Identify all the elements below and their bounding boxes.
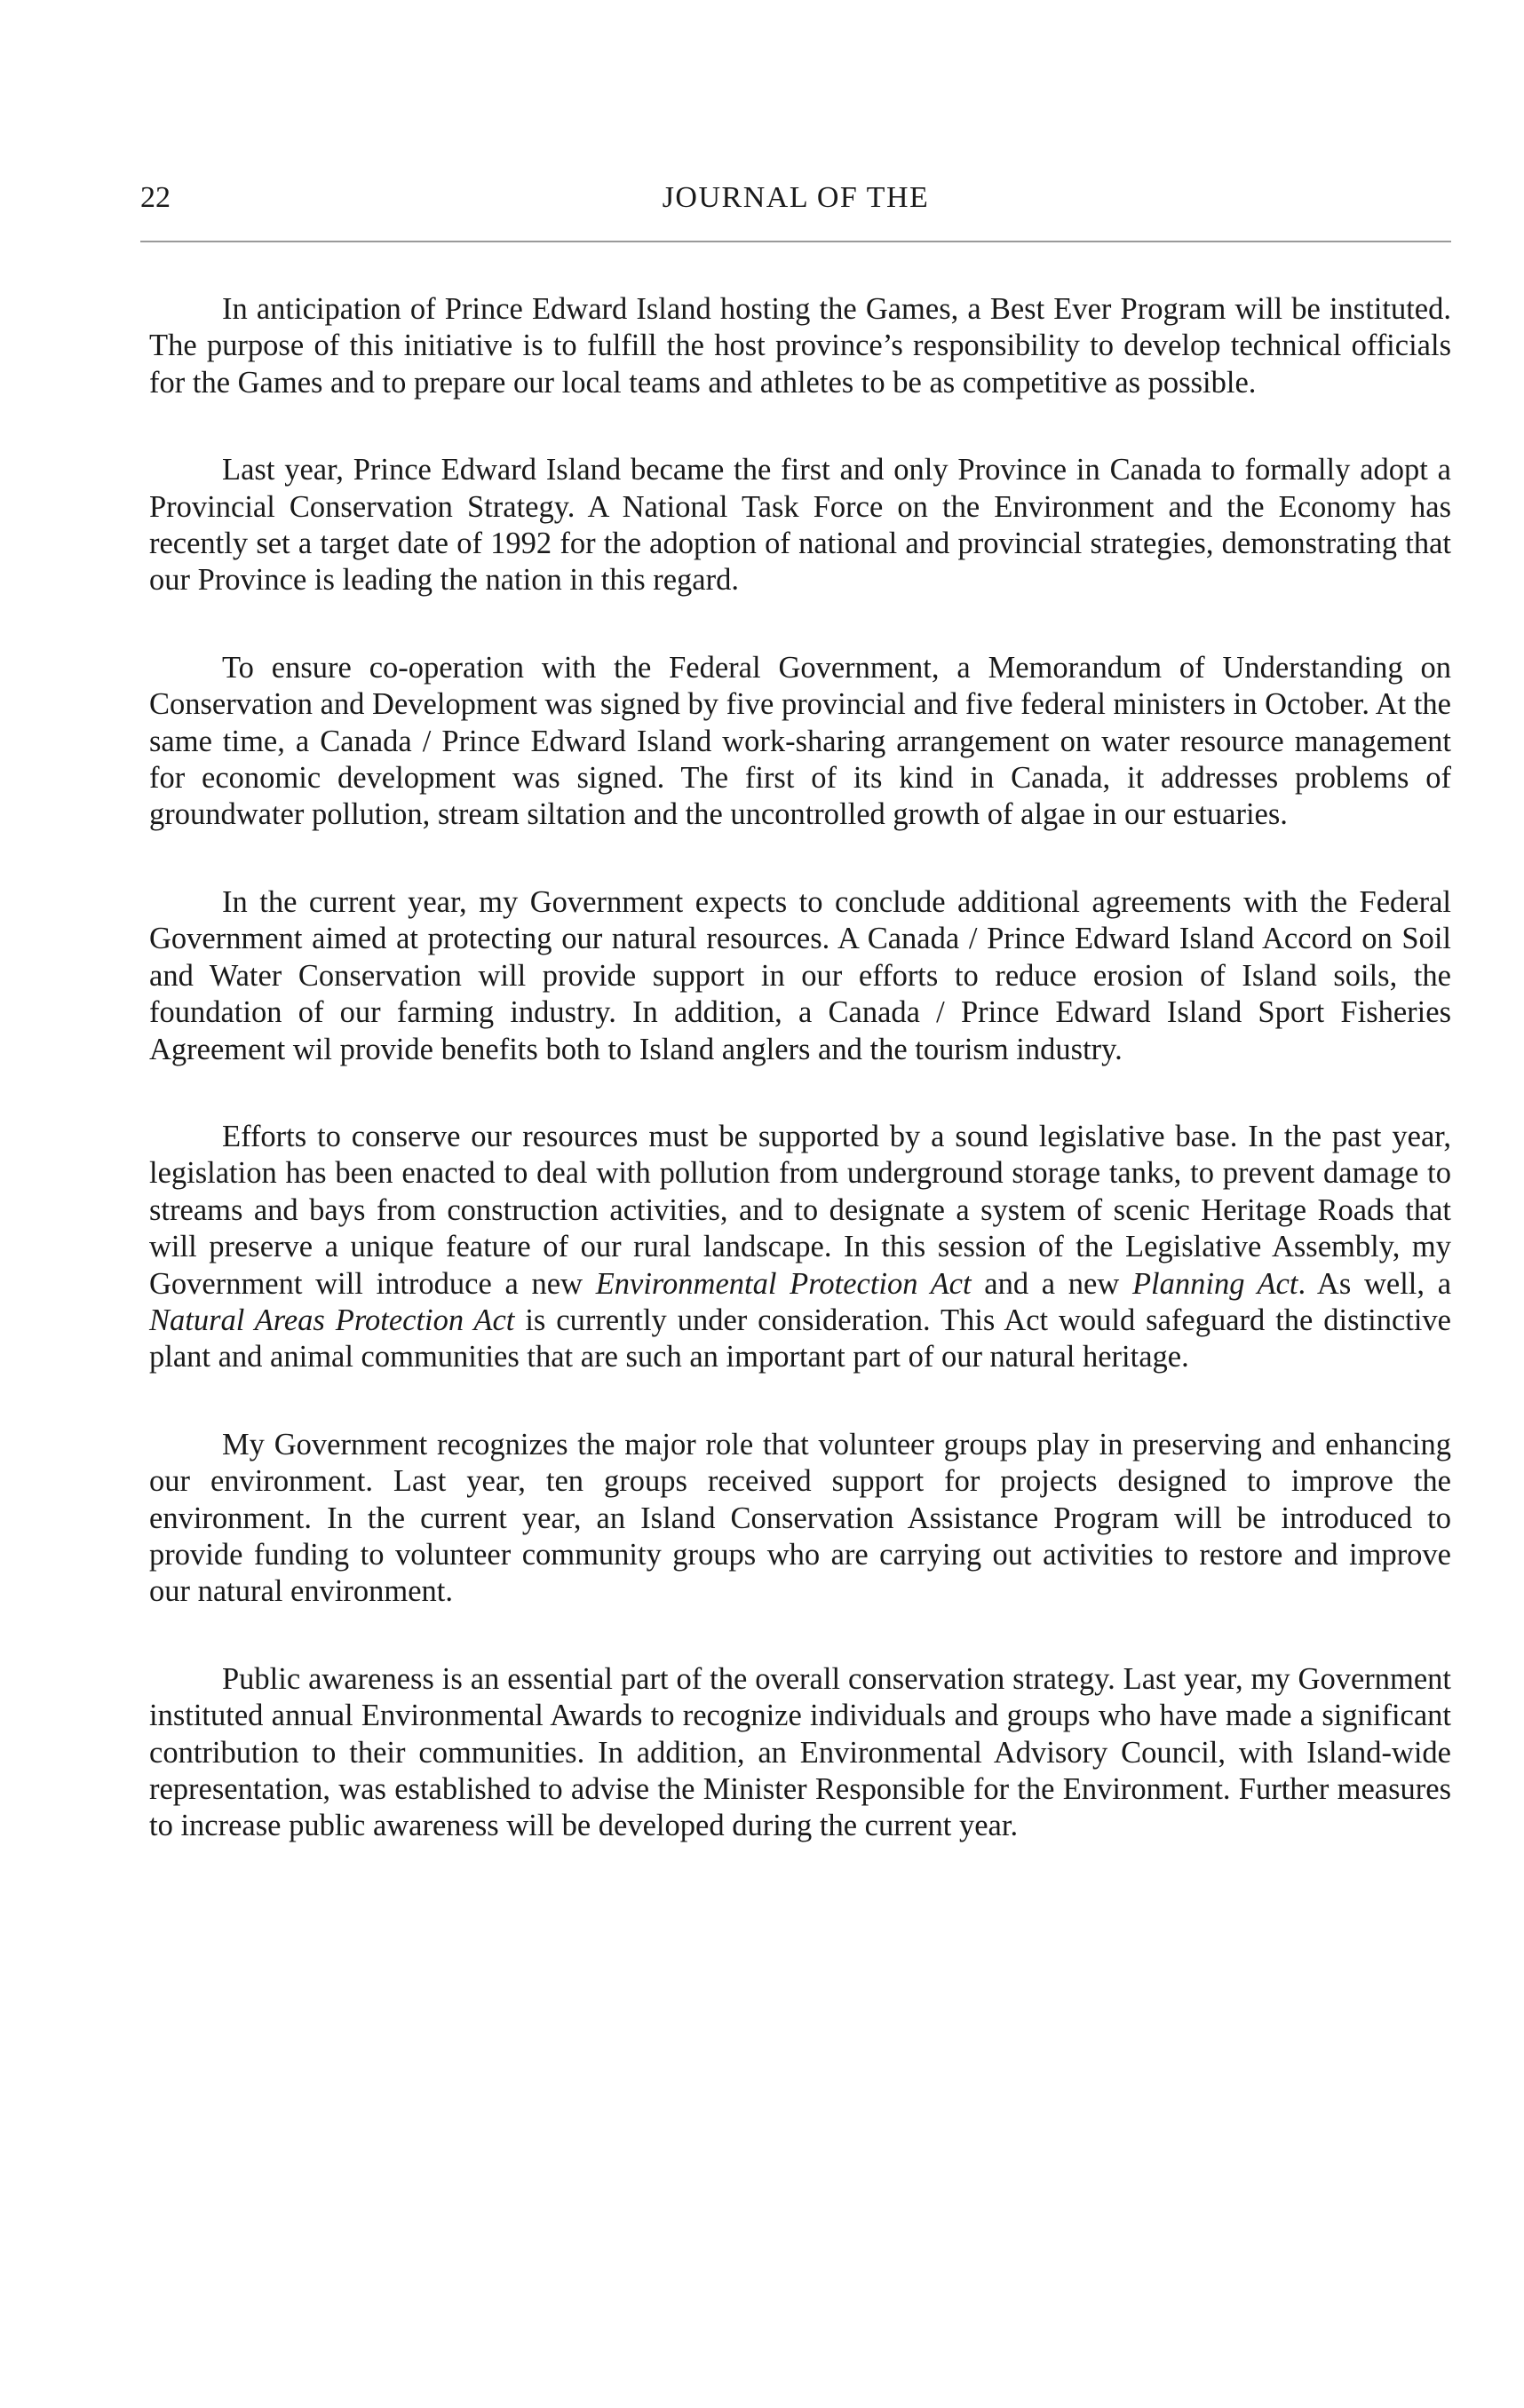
- paragraph-memorandum: To ensure co-operation with the Federal Government, a Memorandum of Understanding on Conservation and Development was signed by five provincial and five federal ministers in October. At the same time, a Canada / Prince Edward Island work-sharing arrangement on water resource management for economic development was signed. The first of its kind in Canada, it addresses problems of groundwater pollution, stream siltation and the uncontrolled growth of algae in our estuaries.: [149, 650, 1451, 832]
- legislation-text-4: is currently under consideration. This Act would safeguard the distinctive plant and animal communities that are such an important part of our natural heritage.: [149, 1303, 1451, 1374]
- legislation-text-1: Efforts to conserve our resources must be supported by a sound legislative base. In the past year, legislation has been enacted to deal with pollution from underground storage tanks, to prevent damage to streams and bays from construction activities, and to designate a system of scenic Heritage Roads that will preserve a unique feature of our rural landscape. In this session of the Legislative Assembly, my Government will introduce a new: [149, 1119, 1451, 1301]
- legislation-text-2: and a new: [971, 1266, 1132, 1301]
- act-title-natural-areas: Natural Areas Protection Act: [149, 1303, 515, 1337]
- body-text: [149, 291, 1451, 1896]
- paragraph-games-program: In anticipation of Prince Edward Island hosting the Games, a Best Ever Program will be instituted. The purpose of this initiative is to fulfill the host province’s responsibility to develop technical officials for the Games and to prepare our local teams and athletes to be as competitive as possible.: [149, 292, 1451, 400]
- paragraph-conservation-strategy: Last year, Prince Edward Island became the first and only Province in Canada to formally adopt a Provincial Conservation Strategy. A National Task Force on the Environment and the Economy has recently set a target date of 1992 for the adoption of national and provincial strategies, demonstrating that our Province is leading the nation in this regard.: [149, 453, 1451, 598]
- paragraph-public-awareness: Public awareness is an essential part of the overall conservation strategy. Last year, my Government instituted annual Environmental Awards to recognize individuals and groups who have made a significant contribution to their communities. In addition, an Environmental Advisory Council, with Island-wide representation, was established to advise the Minister Responsible for the Environment. Further measures to increase public awareness will be developed during the current year.: [149, 1661, 1451, 1843]
- header-divider: [140, 241, 1451, 242]
- paragraph-agreements: In the current year, my Government expects to conclude additional agreements with the Federal Government aimed at protecting our natural resources. A Canada / Prince Edward Island Accord on Soil and Water Conservation will provide support in our efforts to reduce erosion of Island soils, the foundation of our farming industry. In addition, a Canada / Prince Edward Island Sport Fisheries Agreement wil provide benefits both to Island anglers and the tourism industry.: [149, 884, 1451, 1066]
- page-number: 22: [140, 181, 171, 214]
- act-title-environmental-protection: Environmental Protection Act: [595, 1266, 972, 1301]
- running-head: JOURNAL OF THE: [662, 181, 930, 214]
- legislation-text-3: . As well, a: [1298, 1266, 1452, 1301]
- paragraph-volunteer-groups: My Government recognizes the major role that volunteer groups play in preserving and enhancing our environment. Last year, ten groups received support for projects designed to improve the environment. In the current year, an Island Conservation Assistance Program will be introduced to provide funding to volunteer community groups who are carrying out activities to restore and improve our natural environment.: [149, 1427, 1451, 1609]
- act-title-planning: Planning Act: [1131, 1266, 1298, 1301]
- page-header: [140, 174, 1451, 222]
- paragraph-legislation: [149, 1119, 1451, 1376]
